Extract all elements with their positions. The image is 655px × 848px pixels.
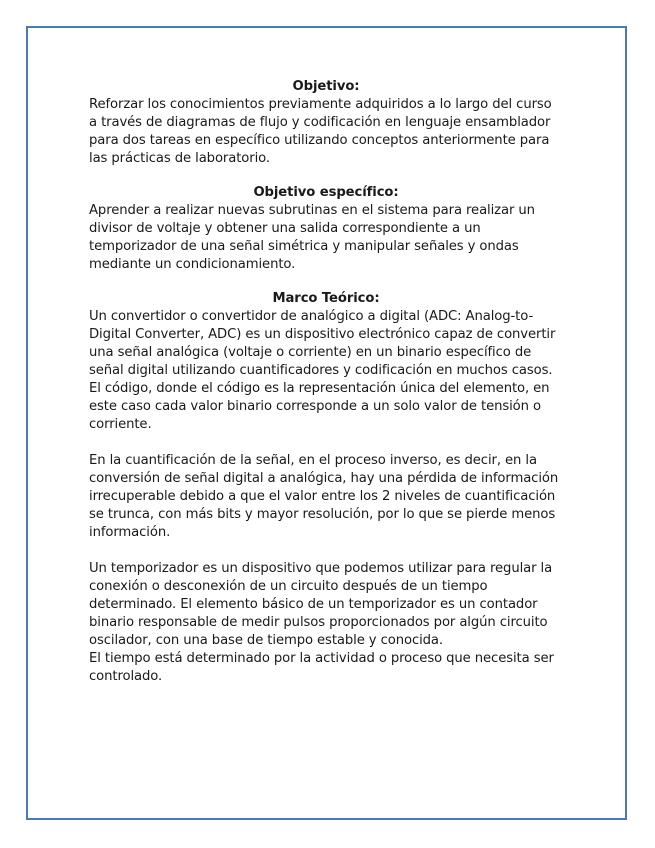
- theory-paragraph-quantization: En la cuantificación de la señal, en el proceso inverso, es decir, en la conversión de señal digital a analógica, hay una pérdida de información irrecuperable debido a que el valor entre los 2 niveles de cuantificación se trunca, con más bits y mayor resolución, por lo que se pierde menos información.: [89, 453, 559, 540]
- objective-paragraph: Reforzar los conocimientos previamente adquiridos a lo largo del curso a través de diagramas de flujo y codificación en lenguaje ensamblador para dos tareas en específico utilizando conceptos anteriormente para las prácticas de laboratorio.: [89, 97, 552, 166]
- theory-paragraph-adc: Un convertidor o convertidor de analógico a digital (ADC: Analog-to-Digital Converter, ADC) es un dispositivo electrónico capaz de convertir una señal analógica (voltaje o corriente) en un binario específico de señal digital utilizando cuantificadores y codificación en muchos casos. El código, donde el código es la representación única del elemento, en este caso cada valor binario corresponde a un solo valor de tensión o corriente.: [89, 309, 556, 432]
- objective-heading: Objetivo:: [292, 79, 360, 94]
- specific-objective-paragraph: Aprender a realizar nuevas subrutinas en el sistema para realizar un divisor de voltaje y obtener una salida correspondiente a un temporizador de una señal simétrica y manipular señales y ondas mediante un condicionamiento.: [89, 203, 535, 272]
- theory-paragraph-timer: Un temporizador es un dispositivo que podemos utilizar para regular la conexión o desconexión de un circuito después de un tiempo determinado. El elemento básico de un temporizador es un contador binario responsable de medir pulsos proporcionados por algún circuito oscilador, con una base de tiempo estable y conocida.: [89, 561, 553, 648]
- theory-paragraph-time: El tiempo está determinado por la actividad o proceso que necesita ser controlado.: [89, 651, 554, 684]
- document-content: [89, 78, 563, 686]
- theory-heading: Marco Teórico:: [272, 291, 380, 306]
- specific-objective-heading: Objetivo específico:: [253, 185, 399, 200]
